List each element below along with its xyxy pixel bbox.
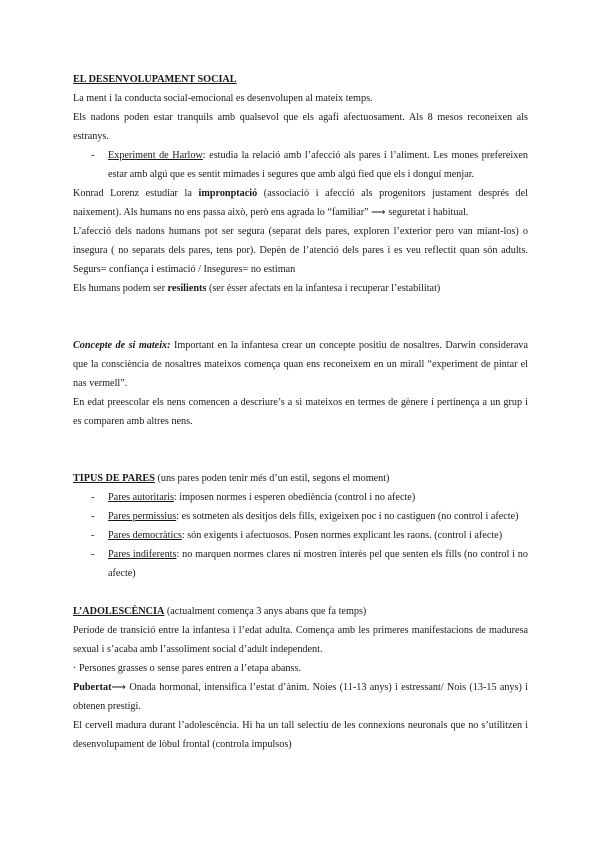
- paragraph-lorenz: Konrad Lorenz estudiar la impronptació (associació i afecció als progenitors justament després del naixement). Als humans no ens passa això, però ens agrada lo “familiar” ⟶ seguretat i habitual.: [73, 188, 528, 218]
- paragraph-ment: La ment i la conducta social-emocional es desenvolupen al mateix temps.: [73, 93, 373, 104]
- paragraph-afeccio: L’afecció dels nadons humans pot ser segura (separat dels pares, exploren l’exterior pero van miant-los) o insegura ( no separats dels pares, tens por). Depèn de l’atenció dels pares i es veu reflectit quan són adults. Segurs= confiança i estimació / Insegures= no estiman: [73, 226, 528, 275]
- harlow-term: Experiment de Harlow: [108, 150, 203, 161]
- term-concepte: Concepte de si mateix:: [73, 340, 171, 351]
- paragraph-persones: · Persones grasses o sense pares entren a l’etapa abanss.: [73, 663, 302, 674]
- list-item: - Pares permissius: es sotmeten als desitjos dels fills, exigeixen poc i no castiguen (no control i afecte): [91, 511, 519, 522]
- list-item: - Pares indiferents: no marquen normes clares ni mostren interès pel que senten els fills (no control i no afecte): [91, 549, 528, 579]
- paragraph-preescolar: En edat preescolar els nens comencen a descriure’s a si mateixos en termes de gènere i pertinença a un grup i es comparen amb altres nens.: [73, 397, 528, 427]
- paragraph-pubertat: Pubertat⟶ Onada hormonal, intensifica l’estat d’ànim. Noies (11-13 anys) i estressant/ Nois (13-15 anys) i obtenen prestigi.: [73, 682, 528, 712]
- list-item-harlow: - Experiment de Harlow: estudia la relació amb l’afecció als pares i l’aliment. Les mones prefereixen estar amb algú que es sentit mimades i segures que amb algú fied que els i donguí menjar.: [91, 150, 528, 180]
- section-heading-pares: TIPUS DE PARES (uns pares poden tenir més d’un estil, segons el moment): [73, 473, 390, 484]
- harlow-list: [73, 146, 528, 184]
- term-impronptacio: impronptació: [198, 188, 258, 199]
- section-heading-social: EL DESENVOLUPAMENT SOCIAL: [73, 74, 237, 85]
- harlow-text: : estudia la relació amb l’afecció als pares i l’aliment. Les mones prefereixen estar amb algú que es sentit mimades i segures que amb algú fied que els i donguí menjar.: [108, 150, 528, 180]
- term-resilients: resilients: [167, 283, 207, 294]
- list-item: - Pares autoritaris: imposen normes i esperen obediència (control i no afecte): [91, 492, 416, 503]
- paragraph-nadons: Els nadons poden estar tranquils amb qualsevol que els agafi afectuosament. Als 8 mesos reconeixen als estranys.: [73, 112, 528, 142]
- term-pubertat: Pubertat: [73, 682, 112, 693]
- document-page: [73, 70, 528, 754]
- parenting-styles-list: [73, 488, 528, 583]
- paragraph-resilients: Els humans podem ser resilients (ser ésser afectats en la infantesa i recuperar l’estabilitat): [73, 283, 441, 294]
- section-heading-adolescencia: L’ADOLESCÈNCIA (actualment comença 3 anys abans que fa temps): [73, 606, 367, 617]
- paragraph-concepte: Concepte de si mateix: Important en la infantesa crear un concepte positiu de nosaltres. Darwin considerava que la consciència de nosaltres mateixos comença quan ens reconeixem en un mirall “experiment de pintar el nas vermell”.: [73, 340, 528, 389]
- list-item: - Pares democràtics: són exigents i afectuosos. Posen normes explicant les raons. (control i afecte): [91, 530, 503, 541]
- paragraph-transicio: Període de transició entre la infantesa i l’edat adulta. Comença amb les primeres manifestacions de maduresa sexual i s’acaba amb l’assoliment social d’adult independent.: [73, 625, 528, 655]
- paragraph-cervell: El cervell madura durant l’adolescència. Hi ha un tall selectiu de les connexions neuronals que no s’utilitzen i desenvolupament de lòbul frontal (controla impulsos): [73, 720, 528, 750]
